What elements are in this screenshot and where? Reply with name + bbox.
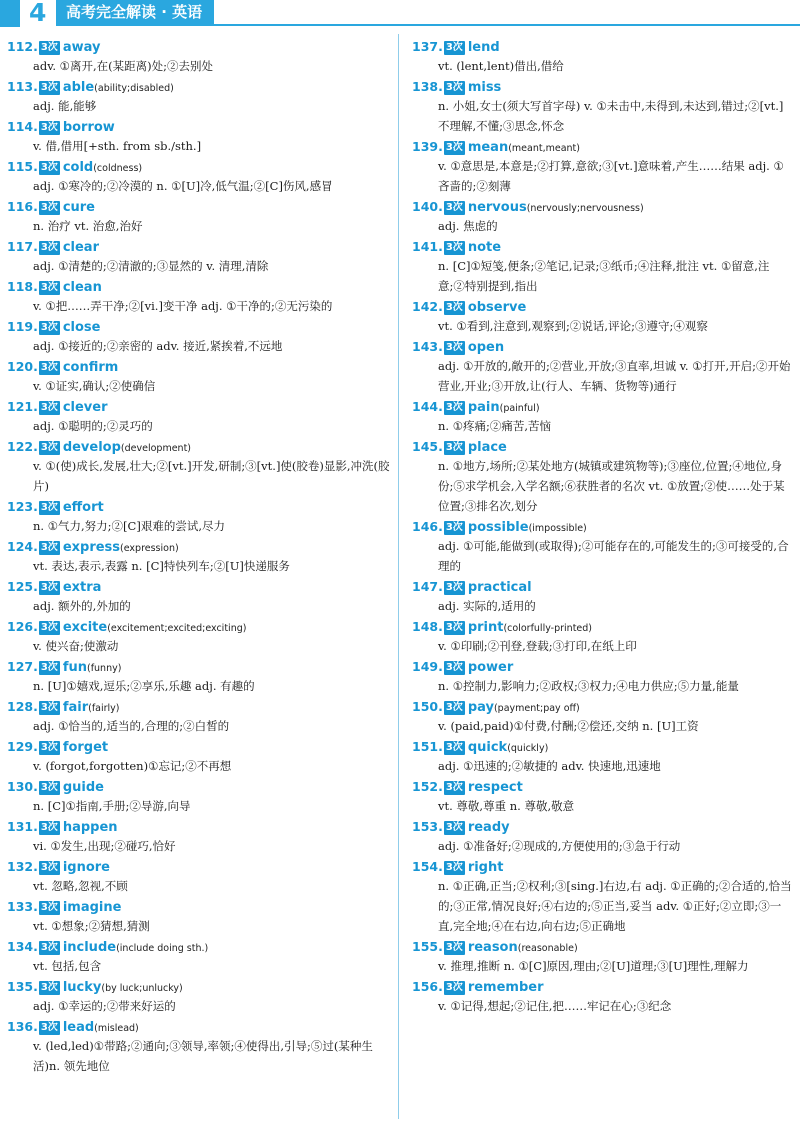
frequency-badge: 3次 xyxy=(40,42,58,53)
definition: vt. 忽略,忽视,不顾 xyxy=(33,879,128,893)
derivatives: (excitement;excited;exciting) xyxy=(107,623,247,634)
vocab-entry xyxy=(412,656,794,696)
derivatives: (meant,meant) xyxy=(508,143,580,154)
vocab-entry xyxy=(412,776,794,816)
definition: adj. ①寒冷的;②冷漠的 n. ①[U]冷,低气温;②[C]伤风,感冒 xyxy=(33,179,333,193)
entry-number: 139. xyxy=(412,139,443,154)
entry-headline xyxy=(412,856,794,876)
entry-number: 150. xyxy=(412,699,443,714)
entry-headline xyxy=(412,776,794,796)
headword: pain xyxy=(467,400,500,415)
entry-headline xyxy=(7,396,390,416)
frequency-badge: 3次 xyxy=(445,442,463,453)
entry-headline xyxy=(7,696,390,716)
headword: clear xyxy=(62,240,99,255)
entry-headline xyxy=(412,36,794,56)
vocab-entry xyxy=(412,616,794,656)
frequency-badge: 3次 xyxy=(445,42,463,53)
entry-headline xyxy=(412,576,794,596)
definition: v. (forgot,forgotten)①忘记;②不再想 xyxy=(33,759,232,773)
definition: adv. ①离开,在(某距离)处;②去别处 xyxy=(33,59,213,73)
frequency-badge: 3次 xyxy=(40,322,58,333)
definition: vt. 表达,表示,表露 n. [C]特快列车;②[U]快递服务 xyxy=(33,559,290,573)
entry-number: 122. xyxy=(7,439,38,454)
entry-headline xyxy=(7,576,390,596)
vocab-entry xyxy=(7,936,390,976)
definition: n. [C]①指南,手册;②导游,向导 xyxy=(33,799,191,813)
headword: away xyxy=(62,40,101,55)
header-rule xyxy=(56,24,800,26)
derivatives: (by luck;unlucky) xyxy=(101,983,183,994)
derivatives: (fairly) xyxy=(88,703,120,714)
headword: develop xyxy=(62,440,121,455)
headword: happen xyxy=(62,820,118,835)
entry-number: 133. xyxy=(7,899,38,914)
vocab-entry xyxy=(412,576,794,616)
entry-number: 125. xyxy=(7,579,38,594)
frequency-badge: 3次 xyxy=(40,202,58,213)
vocab-entry xyxy=(412,516,794,576)
definition: v. ①(使)成长,发展,壮大;②[vt.]开发,研制;③[vt.]使(胶卷)显影,冲洗(胶片) xyxy=(33,459,390,493)
frequency-badge: 3次 xyxy=(40,702,58,713)
definition: vt. 尊敬,尊重 n. 尊敬,敬意 xyxy=(438,799,575,813)
frequency-badge: 3次 xyxy=(40,362,58,373)
frequency-badge: 3次 xyxy=(445,142,463,153)
definition: n. 治疗 vt. 治愈,治好 xyxy=(33,219,143,233)
definition: v. ①印刷;②刊登,登载;③打印,在纸上印 xyxy=(438,639,637,653)
headword: cold xyxy=(62,160,94,175)
entry-number: 155. xyxy=(412,939,443,954)
column-divider xyxy=(398,34,399,1119)
entry-headline xyxy=(412,976,794,996)
definition: n. [C]①短笺,便条;②笔记,记录;③纸币;④注释,批注 vt. ①留意,注意;②特别提到,指出 xyxy=(438,259,770,293)
entry-headline xyxy=(7,496,390,516)
entry-headline xyxy=(7,936,390,956)
frequency-badge: 3次 xyxy=(40,782,58,793)
entry-headline xyxy=(412,436,794,456)
vocab-entry xyxy=(412,36,794,76)
entry-headline xyxy=(7,736,390,756)
entry-number: 146. xyxy=(412,519,443,534)
vocab-entry xyxy=(7,276,390,316)
headword: close xyxy=(62,320,101,335)
entry-number: 115. xyxy=(7,159,38,174)
definition: adj. ①清楚的;②清澈的;③显然的 v. 清理,清除 xyxy=(33,259,269,273)
entry-number: 132. xyxy=(7,859,38,874)
derivatives: (development) xyxy=(120,443,192,454)
definition: adj. 能,能够 xyxy=(33,99,97,113)
frequency-badge: 3次 xyxy=(40,1022,58,1033)
entry-headline xyxy=(7,1016,390,1036)
frequency-badge: 3次 xyxy=(40,442,58,453)
headword: imagine xyxy=(62,900,122,915)
vocab-entry xyxy=(412,296,794,336)
vocab-entry xyxy=(7,496,390,536)
entry-number: 140. xyxy=(412,199,443,214)
definition: n. 小姐,女士(须大写首字母) v. ①未击中,未得到,未达到,错过;②[vt.]不理解,不懂;③思念,怀念 xyxy=(438,99,784,133)
definition: v. 使兴奋;使激动 xyxy=(33,639,119,653)
definition: adj. ①准备好;②现成的,方便使用的;③急于行动 xyxy=(438,839,681,853)
entry-headline xyxy=(7,856,390,876)
entry-headline xyxy=(412,736,794,756)
headword: pay xyxy=(467,700,494,715)
derivatives: (payment;pay off) xyxy=(493,703,580,714)
entry-headline xyxy=(7,896,390,916)
definition: n. ①疼痛;②痛苦,苦恼 xyxy=(438,419,552,433)
book-title: 高考完全解读 · 英语 xyxy=(56,0,214,24)
vocab-entry xyxy=(7,36,390,76)
entry-number: 134. xyxy=(7,939,38,954)
headword: include xyxy=(62,940,117,955)
entry-number: 123. xyxy=(7,499,38,514)
headword: extra xyxy=(62,580,102,595)
entry-headline xyxy=(412,816,794,836)
vocab-entry xyxy=(7,816,390,856)
definition: adj. ①聪明的;②灵巧的 xyxy=(33,419,153,433)
frequency-badge: 3次 xyxy=(40,282,58,293)
definition: n. ①控制力,影响力;②政权;③权力;④电力供应;⑤力量,能量 xyxy=(438,679,739,693)
definition: vt. (lent,lent)借出,借给 xyxy=(438,59,564,73)
entry-headline xyxy=(7,976,390,996)
headword: right xyxy=(467,860,504,875)
frequency-badge: 3次 xyxy=(445,302,463,313)
entry-number: 149. xyxy=(412,659,443,674)
vocab-entry xyxy=(7,736,390,776)
frequency-badge: 3次 xyxy=(445,402,463,413)
entry-number: 124. xyxy=(7,539,38,554)
derivatives: (coldness) xyxy=(93,163,143,174)
entry-headline xyxy=(412,136,794,156)
entry-number: 130. xyxy=(7,779,38,794)
entry-headline xyxy=(412,236,794,256)
definition: v. (paid,paid)①付费,付酬;②偿还,交纳 n. [U]工资 xyxy=(438,719,699,733)
entry-number: 116. xyxy=(7,199,38,214)
entry-number: 141. xyxy=(412,239,443,254)
definition: adj. ①恰当的,适当的,合理的;②白皙的 xyxy=(33,719,230,733)
headword: lucky xyxy=(62,980,102,995)
frequency-badge: 3次 xyxy=(445,942,463,953)
definition: n. ①地方,场所;②某处地方(城镇或建筑物等);③座位,位置;④地位,身份;⑤求学机会,入学名额;⑥获胜者的名次 vt. ①放置;②使……处于某位置;③排名次,划分 xyxy=(438,459,785,513)
entry-number: 112. xyxy=(7,39,38,54)
headword: effort xyxy=(62,500,104,515)
definition: adj. ①迅速的;②敏捷的 adv. 快速地,迅速地 xyxy=(438,759,661,773)
definition: adj. 实际的,适用的 xyxy=(438,599,536,613)
vocab-entry xyxy=(412,976,794,1016)
frequency-badge: 3次 xyxy=(40,242,58,253)
frequency-badge: 3次 xyxy=(40,822,58,833)
headword: respect xyxy=(467,780,523,795)
entry-headline xyxy=(412,296,794,316)
entry-headline xyxy=(7,616,390,636)
headword: note xyxy=(467,240,502,255)
headword: able xyxy=(62,80,95,95)
headword: borrow xyxy=(62,120,115,135)
definition: adj. 额外的,外加的 xyxy=(33,599,131,613)
headword: express xyxy=(62,540,121,555)
entry-number: 131. xyxy=(7,819,38,834)
definition: n. ①正确,正当;②权利;③[sing.]右边,右 adj. ①正确的;②合适的,恰当的;③正常,情况良好;④右边的;⑤正当,妥当 adv. ①正好;②立即;③一直,完全地;④在右边,向右边;⑤正确地 xyxy=(438,879,792,933)
entry-number: 156. xyxy=(412,979,443,994)
vocab-entry xyxy=(412,136,794,196)
headword: print xyxy=(467,620,504,635)
frequency-badge: 3次 xyxy=(40,122,58,133)
derivatives: (painful) xyxy=(499,403,540,414)
definition: vt. 包括,包含 xyxy=(33,959,102,973)
frequency-badge: 3次 xyxy=(40,162,58,173)
entry-number: 137. xyxy=(412,39,443,54)
entry-number: 121. xyxy=(7,399,38,414)
entry-number: 129. xyxy=(7,739,38,754)
vocab-entry xyxy=(7,776,390,816)
entry-headline xyxy=(412,656,794,676)
entry-headline xyxy=(7,316,390,336)
page-number: 4 xyxy=(29,0,47,27)
vocab-entry xyxy=(7,1016,390,1076)
frequency-badge: 3次 xyxy=(40,502,58,513)
vocab-entry xyxy=(7,896,390,936)
definition: v. ①记得,想起;②记住,把……牢记在心;③纪念 xyxy=(438,999,672,1013)
frequency-badge: 3次 xyxy=(40,982,58,993)
vocab-entry xyxy=(7,76,390,116)
headword: practical xyxy=(467,580,532,595)
vocab-entry xyxy=(412,936,794,976)
headword: confirm xyxy=(62,360,119,375)
derivatives: (include doing sth.) xyxy=(116,943,209,954)
frequency-badge: 3次 xyxy=(40,942,58,953)
vocab-entry xyxy=(412,76,794,136)
derivatives: (reasonable) xyxy=(517,943,578,954)
entry-headline xyxy=(7,656,390,676)
frequency-badge: 3次 xyxy=(40,862,58,873)
headword: guide xyxy=(62,780,104,795)
entry-number: 113. xyxy=(7,79,38,94)
entry-headline xyxy=(7,76,390,96)
headword: reason xyxy=(467,940,518,955)
entry-number: 138. xyxy=(412,79,443,94)
entry-number: 119. xyxy=(7,319,38,334)
frequency-badge: 3次 xyxy=(445,782,463,793)
definition: vt. ①看到,注意到,观察到;②说话,评论;③遵守;④观察 xyxy=(438,319,708,333)
headword: place xyxy=(467,440,507,455)
frequency-badge: 3次 xyxy=(445,82,463,93)
headword: cure xyxy=(62,200,96,215)
entry-headline xyxy=(412,196,794,216)
frequency-badge: 3次 xyxy=(40,662,58,673)
entry-headline xyxy=(7,276,390,296)
entry-headline xyxy=(412,696,794,716)
entry-headline xyxy=(7,776,390,796)
header-color-block xyxy=(0,0,20,27)
derivatives: (nervously;nervousness) xyxy=(526,203,644,214)
entry-headline xyxy=(7,236,390,256)
vocab-entry xyxy=(7,156,390,196)
definition: vt. ①想象;②猜想,猜测 xyxy=(33,919,150,933)
entry-number: 145. xyxy=(412,439,443,454)
page-header xyxy=(0,0,800,28)
entry-number: 118. xyxy=(7,279,38,294)
vocab-entry xyxy=(7,656,390,696)
frequency-badge: 3次 xyxy=(445,702,463,713)
entry-headline xyxy=(412,616,794,636)
vocab-entry xyxy=(7,536,390,576)
frequency-badge: 3次 xyxy=(40,622,58,633)
headword: lend xyxy=(467,40,500,55)
entry-number: 152. xyxy=(412,779,443,794)
entry-number: 126. xyxy=(7,619,38,634)
definition: vi. ①发生,出现;②碰巧,恰好 xyxy=(33,839,176,853)
definition: v. 推理,推断 n. ①[C]原因,理由;②[U]道理;③[U]理性,理解力 xyxy=(438,959,749,973)
headword: open xyxy=(467,340,505,355)
vocab-entry xyxy=(7,396,390,436)
vocab-entry xyxy=(412,696,794,736)
headword: remember xyxy=(467,980,544,995)
frequency-badge: 3次 xyxy=(40,82,58,93)
derivatives: (colorfully-printed) xyxy=(503,623,592,634)
entry-headline xyxy=(7,356,390,376)
vocab-entry xyxy=(412,196,794,236)
headword: forget xyxy=(62,740,109,755)
entry-number: 144. xyxy=(412,399,443,414)
frequency-badge: 3次 xyxy=(40,902,58,913)
frequency-badge: 3次 xyxy=(445,202,463,213)
vocab-entry xyxy=(7,696,390,736)
derivatives: (ability;disabled) xyxy=(94,83,174,94)
definition: adj. ①开放的,敞开的;②营业,开放;③直率,坦诚 v. ①打开,开启;②开始营业,开业;③开放,让(行人、车辆、货物等)通行 xyxy=(438,359,791,393)
frequency-badge: 3次 xyxy=(445,522,463,533)
vocab-entry xyxy=(412,736,794,776)
definition: n. ①气力,努力;②[C]艰难的尝试,尽力 xyxy=(33,519,225,533)
entry-headline xyxy=(412,336,794,356)
entry-number: 114. xyxy=(7,119,38,134)
vocab-entry xyxy=(7,316,390,356)
derivatives: (expression) xyxy=(120,543,179,554)
entry-number: 117. xyxy=(7,239,38,254)
derivatives: (mislead) xyxy=(94,1023,139,1034)
frequency-badge: 3次 xyxy=(445,242,463,253)
headword: fun xyxy=(62,660,87,675)
frequency-badge: 3次 xyxy=(40,582,58,593)
entry-headline xyxy=(7,816,390,836)
frequency-badge: 3次 xyxy=(445,862,463,873)
headword: clever xyxy=(62,400,108,415)
vocab-entry xyxy=(412,396,794,436)
headword: observe xyxy=(467,300,527,315)
definition: v. ①意思是,本意是;②打算,意欲;③[vt.]意味着,产生……结果 adj. ①吝啬的;②刻薄 xyxy=(438,159,784,193)
derivatives: (quickly) xyxy=(507,743,549,754)
definition: adj. ①接近的;②亲密的 adv. 接近,紧挨着,不远地 xyxy=(33,339,283,353)
frequency-badge: 3次 xyxy=(445,342,463,353)
entry-headline xyxy=(412,396,794,416)
entry-headline xyxy=(7,36,390,56)
vocab-entry xyxy=(7,856,390,896)
definition: n. [U]①嬉戏,逗乐;②享乐,乐趣 adj. 有趣的 xyxy=(33,679,255,693)
entry-number: 143. xyxy=(412,339,443,354)
frequency-badge: 3次 xyxy=(445,822,463,833)
headword: possible xyxy=(467,520,529,535)
entry-number: 127. xyxy=(7,659,38,674)
headword: excite xyxy=(62,620,108,635)
vocab-entry xyxy=(7,436,390,496)
definition: adj. ①可能,能做到(或取得);②可能存在的,可能发生的;③可接受的,合理的 xyxy=(438,539,789,573)
headword: quick xyxy=(467,740,508,755)
entry-number: 136. xyxy=(7,1019,38,1034)
headword: clean xyxy=(62,280,102,295)
entry-number: 154. xyxy=(412,859,443,874)
headword: mean xyxy=(467,140,509,155)
frequency-badge: 3次 xyxy=(40,542,58,553)
vocab-column-right xyxy=(412,36,794,1016)
headword: miss xyxy=(467,80,502,95)
definition: adj. ①幸运的;②带来好运的 xyxy=(33,999,176,1013)
derivatives: (funny) xyxy=(86,663,122,674)
headword: lead xyxy=(62,1020,95,1035)
entry-headline xyxy=(7,536,390,556)
frequency-badge: 3次 xyxy=(445,742,463,753)
entry-number: 148. xyxy=(412,619,443,634)
definition: v. 借,借用[+sth. from sb./sth.] xyxy=(33,139,202,153)
frequency-badge: 3次 xyxy=(445,622,463,633)
vocab-entry xyxy=(412,856,794,936)
headword: nervous xyxy=(467,200,527,215)
definition: v. ①把……弄干净;②[vi.]变干净 adj. ①干净的;②无污染的 xyxy=(33,299,333,313)
entry-headline xyxy=(7,156,390,176)
vocab-entry xyxy=(412,236,794,296)
vocab-entry xyxy=(412,816,794,856)
frequency-badge: 3次 xyxy=(445,662,463,673)
vocab-entry xyxy=(7,236,390,276)
vocab-entry xyxy=(7,356,390,396)
vocab-entry xyxy=(412,336,794,396)
headword: ready xyxy=(467,820,510,835)
definition: v. ①证实,确认;②使确信 xyxy=(33,379,156,393)
frequency-badge: 3次 xyxy=(445,582,463,593)
entry-number: 153. xyxy=(412,819,443,834)
vocab-entry xyxy=(7,616,390,656)
vocab-column-left xyxy=(7,36,390,1076)
frequency-badge: 3次 xyxy=(40,402,58,413)
vocab-entry xyxy=(7,976,390,1016)
frequency-badge: 3次 xyxy=(445,982,463,993)
entry-number: 147. xyxy=(412,579,443,594)
entry-headline xyxy=(412,76,794,96)
headword: ignore xyxy=(62,860,110,875)
vocab-entry xyxy=(7,196,390,236)
entry-headline xyxy=(412,936,794,956)
definition: v. (led,led)①带路;②通向;③领导,率领;④使得出,引导;⑤过(某种生活)n. 领先地位 xyxy=(33,1039,373,1073)
entry-headline xyxy=(7,196,390,216)
entry-headline xyxy=(412,516,794,536)
entry-number: 120. xyxy=(7,359,38,374)
headword: fair xyxy=(62,700,89,715)
entry-headline xyxy=(7,436,390,456)
definition: adj. 焦虑的 xyxy=(438,219,498,233)
entry-headline xyxy=(7,116,390,136)
entry-number: 151. xyxy=(412,739,443,754)
entry-number: 128. xyxy=(7,699,38,714)
entry-number: 142. xyxy=(412,299,443,314)
frequency-badge: 3次 xyxy=(40,742,58,753)
vocab-entry xyxy=(7,116,390,156)
derivatives: (impossible) xyxy=(528,523,587,534)
vocab-entry xyxy=(7,576,390,616)
vocab-entry xyxy=(412,436,794,516)
entry-number: 135. xyxy=(7,979,38,994)
headword: power xyxy=(467,660,514,675)
